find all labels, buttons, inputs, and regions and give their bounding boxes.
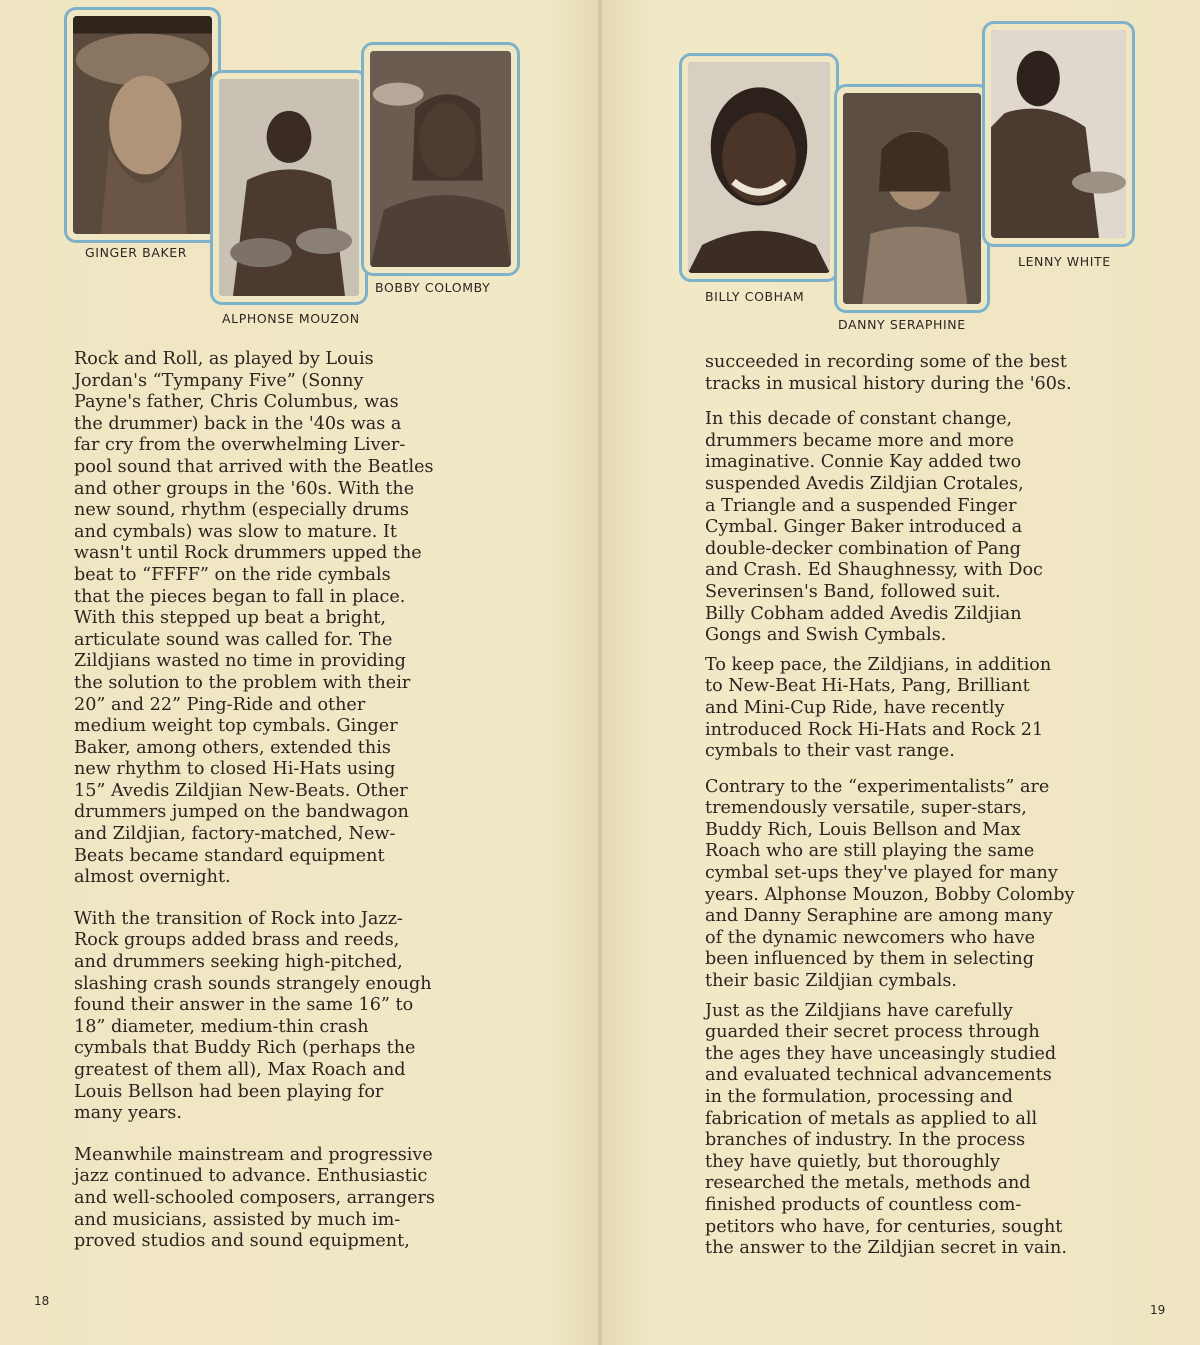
caption-ginger-baker: GINGER BAKER <box>85 245 188 260</box>
left-paragraph-3: Meanwhile mainstream and progressive jazz continued to advance. Enthusiastic and well-schooled composers, arrangers and musicians, assisted by much im- proved studios and sound equipment, <box>74 1144 435 1252</box>
photo-billy-cobham <box>679 53 839 282</box>
caption-alphonse-mouzon: ALPHONSE MOUZON <box>222 311 360 326</box>
right-paragraph-4: Contrary to the “experimentalists” are tremendously versatile, super-stars, Buddy Rich, Louis Bellson and Max Roach who are still playing the same cymbal set-ups they've played for many years. Alphonse Mouzon, Bobby Colomby and Danny Seraphine are among many of the dynamic newcomers who have been influenced by them in selecting their basic Zildjian cymbals. <box>705 776 1075 992</box>
right-page-text <box>705 352 1145 1260</box>
left-paragraph-1: Rock and Roll, as played by Louis Jordan's “Tympany Five” (Sonny Payne's father, Chris Columbus, was the drummer) back in the '40s was a far cry from the overwhelming Liver- pool sound that arrived with the Beatles and other groups in the '60s. With the new sound, rhythm (especially drums and cymbals) was slow to mature. It wasn't until Rock drummers upped the beat to “FFFF” on the ride cymbals that the pieces began to fall in place. With this stepped up beat a bright, articulate sound was called for. The Zildjians wasted no time in providing the solution to the problem with their 20” and 22” Ping-Ride and other medium weight top cymbals. Ginger Baker, among others, extended this new rhythm to closed Hi-Hats using 15” Avedis Zildjian New-Beats. Other drummers jumped on the bandwagon and Zildjian, factory-matched, New- Beats became standard equipment almost overnight. <box>74 349 434 888</box>
photo-bobby-colomby <box>361 42 520 276</box>
photo-ginger-baker <box>64 7 221 243</box>
photo-lenny-white <box>982 21 1135 247</box>
page-number-right: 19 <box>1150 1303 1166 1317</box>
left-paragraph-2: With the transition of Rock into Jazz- Rock groups added brass and reeds, and drummers seeking high-pitched, slashing crash sounds strangely enough found their answer in the same 16” to 18” diameter, medium-thin crash cymbals that Buddy Rich (perhaps the greatest of them all), Max Roach and Louis Bellson had been playing for many years. <box>74 908 432 1124</box>
photo-danny-seraphine <box>834 84 990 313</box>
caption-billy-cobham: BILLY COBHAM <box>705 289 805 304</box>
right-paragraph-3: To keep pace, the Zildjians, in addition to New-Beat Hi-Hats, Pang, Brilliant and Mini-Cup Ride, have recently introduced Rock Hi-Hats and Rock 21 cymbals to their vast range. <box>705 654 1052 762</box>
right-paragraph-2: In this decade of constant change, drummers became more and more imaginative. Connie Kay added two suspended Avedis Zildjian Crotales, a Triangle and a suspended Finger Cymbal. Ginger Baker introduced a double-decker combination of Pang and Crash. Ed Shaughnessy, with Doc Severinsen's Band, followed suit. Billy Cobham added Avedis Zildjian Gongs and Swish Cymbals. <box>705 409 1043 646</box>
left-page-text <box>74 349 514 1253</box>
caption-lenny-white: LENNY WHITE <box>1018 254 1111 269</box>
caption-bobby-colomby: BOBBY COLOMBY <box>375 280 491 295</box>
caption-danny-seraphine: DANNY SERAPHINE <box>838 317 966 332</box>
page-gutter <box>598 0 602 1345</box>
right-paragraph-1: succeeded in recording some of the best tracks in musical history during the '60s. <box>705 352 1072 394</box>
page-number-left: 18 <box>34 1294 50 1308</box>
photo-alphonse-mouzon <box>210 70 368 305</box>
right-paragraph-5: Just as the Zildjians have carefully guarded their secret process through the ages they have unceasingly studied and evaluated technical advancements in the formulation, processing and fabrication of metals as applied to all branches of industry. In the process they have quietly, but thoroughly researched the metals, methods and finished products of countless com- petitors who have, for centuries, sought the answer to the Zildjian secret in vain. <box>705 1000 1067 1259</box>
